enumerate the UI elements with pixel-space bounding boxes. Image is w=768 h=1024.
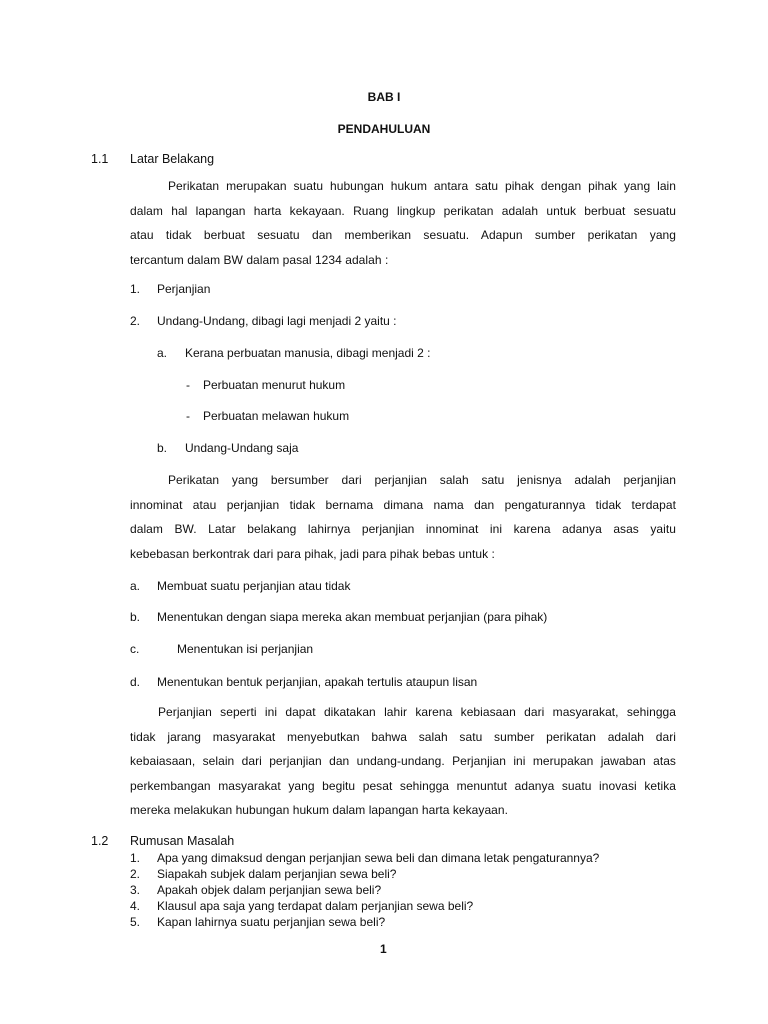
- sub-item-letter: a.: [157, 346, 168, 360]
- paragraph-3-line: tidak jarang masyarakat menyebutkan bahwa salah satu sumber perikatan adalah dari: [130, 729, 676, 744]
- problem-list: [130, 850, 599, 930]
- list-item: Menentukan isi perjanjian: [177, 642, 314, 656]
- paragraph-2-line: kebebasan berkontrak dari para pihak, jadi para pihak bebas untuk :: [130, 546, 495, 561]
- chapter-title: PENDAHULUAN: [337, 122, 431, 136]
- section-1-number: 1.1: [91, 152, 109, 166]
- list-item: Undang-Undang, dibagi lagi menjadi 2 yaitu :: [157, 314, 397, 328]
- paragraph-1-line: atau tidak berbuat sesuatu dan memberikan sesuatu. Adapun sumber perikatan yang: [130, 228, 676, 242]
- list-item: Perjanjian: [157, 282, 211, 296]
- paragraph-2-line: dalam BW. Latar belakang lahirnya perjanjian innominat ini karena adanya asas yaitu: [130, 522, 676, 536]
- list-item: 5. Kapan lahirnya suatu perjanjian sewa beli?: [130, 915, 386, 929]
- list-item: 2. Siapakah subjek dalam perjanjian sewa beli?: [130, 867, 397, 881]
- list-item: Menentukan bentuk perjanjian, apakah tertulis ataupun lisan: [157, 675, 478, 689]
- section-1-title: Latar Belakang: [130, 152, 215, 166]
- paragraph-3-line: kebaiasaan, selain dari perjanjian dan undang-undang. Perjanjian ini merupakan jawaban atas: [130, 754, 676, 768]
- paragraph-2-line: Perikatan yang bersumber dari perjanjian salah satu jenisnya adalah perjanjian: [168, 473, 676, 487]
- list-item: 3. Apakah objek dalam perjanjian sewa beli?: [130, 883, 382, 897]
- list-item: 4. Klausul apa saja yang terdapat dalam perjanjian sewa beli?: [130, 899, 474, 913]
- list-item-letter: d.: [130, 675, 141, 689]
- sub-item: Undang-Undang saja: [185, 441, 299, 455]
- sub-item-letter: b.: [157, 441, 168, 455]
- paragraph-3-line: Perjanjian seperti ini dapat dikatakan lahir karena kebiasaan dari masyarakat, sehingga: [158, 705, 676, 719]
- list-item-number: 1.: [130, 282, 141, 296]
- dash-item: Perbuatan melawan hukum: [203, 409, 350, 423]
- chapter-heading: BAB I: [367, 90, 401, 104]
- paragraph-3-line: perkembangan masyarakat yang begitu pesat sehingga menuntut adanya suatu inovasi ketika: [130, 778, 676, 793]
- section-2-title: Rumusan Masalah: [130, 834, 235, 848]
- page-number: 1: [380, 942, 387, 956]
- section-2-number: 1.2: [91, 834, 109, 848]
- paragraph-1-line: dalam hal lapangan harta kekayaan. Ruang lingkup perikatan adalah untuk berbuat sesuatu: [130, 203, 676, 218]
- dash-bullet: -: [186, 378, 190, 392]
- paragraph-1-line: tercantum dalam BW dalam pasal 1234 adalah :: [130, 252, 389, 267]
- list-item-letter: a.: [130, 579, 141, 593]
- list-item: Membuat suatu perjanjian atau tidak: [157, 579, 351, 593]
- list-item: 1. Apa yang dimaksud dengan perjanjian sewa beli dan dimana letak pengaturannya?: [130, 851, 600, 865]
- paragraph-1-line: Perikatan merupakan suatu hubungan hukum antara satu pihak dengan pihak yang lain: [168, 179, 676, 193]
- list-item-number: 2.: [130, 314, 141, 328]
- paragraph-1: [130, 174, 676, 272]
- dash-bullet: -: [186, 409, 190, 423]
- list-item: Menentukan dengan siapa mereka akan membuat perjanjian (para pihak): [157, 610, 548, 624]
- paragraph-3: [130, 700, 676, 823]
- paragraph-2-line: innominat atau perjanjian tidak bernama dimana nama dan pengaturannya tidak terdapat: [130, 497, 676, 512]
- list-item-letter: b.: [130, 610, 141, 624]
- sub-item: Kerana perbuatan manusia, dibagi menjadi 2 :: [185, 346, 431, 360]
- dash-item: Perbuatan menurut hukum: [203, 378, 346, 392]
- paragraph-2: [130, 468, 676, 566]
- list-item-letter: c.: [130, 642, 140, 656]
- paragraph-3-line: mereka melakukan hubungan hukum dalam lapangan harta kekayaan.: [130, 803, 509, 817]
